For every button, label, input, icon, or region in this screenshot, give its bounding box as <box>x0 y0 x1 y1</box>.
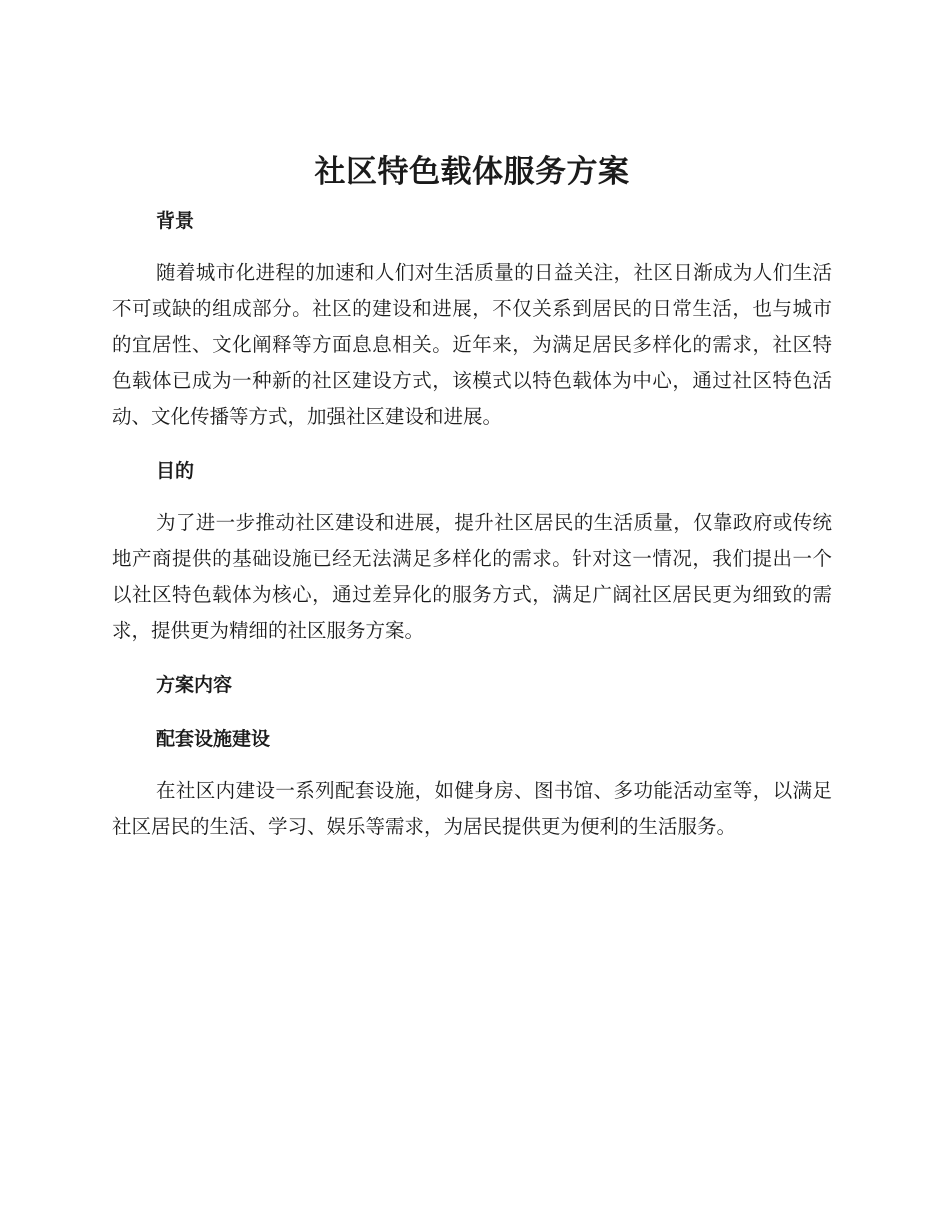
paragraph-facilities: 在社区内建设一系列配套设施，如健身房、图书馆、多功能活动室等，以满足社区居民的生活、学习、娱乐等需求，为居民提供更为便利的生活服务。 <box>112 779 832 838</box>
paragraph-background: 随着城市化进程的加速和人们对生活质量的日益关注，社区日渐成为人们生活不可或缺的组成部分。社区的建设和进展，不仅关系到居民的日常生活，也与城市的宜居性、文化阐释等方面息息相关。近年来，为满足居民多样化的需求，社区特色载体已成为一种新的社区建设方式，该模式以特色载体为中心，通过社区特色活动、文化传播等方式，加强社区建设和进展。 <box>112 261 832 428</box>
document-title: 社区特色载体服务方案 <box>314 154 630 190</box>
section-heading-background: 背景 <box>156 210 195 232</box>
section-heading-facilities: 配套设施建设 <box>156 728 271 750</box>
section-heading-purpose: 目的 <box>156 460 195 482</box>
document-page <box>112 150 832 845</box>
paragraph-purpose: 为了进一步推动社区建设和进展，提升社区居民的生活质量，仅靠政府或传统地产商提供的基础设施已经无法满足多样化的需求。针对这一情况，我们提出一个以社区特色载体为核心，通过差异化的服务方式，满足广阔社区居民更为细致的需求，提供更为精细的社区服务方案。 <box>112 511 832 642</box>
section-heading-content: 方案内容 <box>156 674 233 696</box>
